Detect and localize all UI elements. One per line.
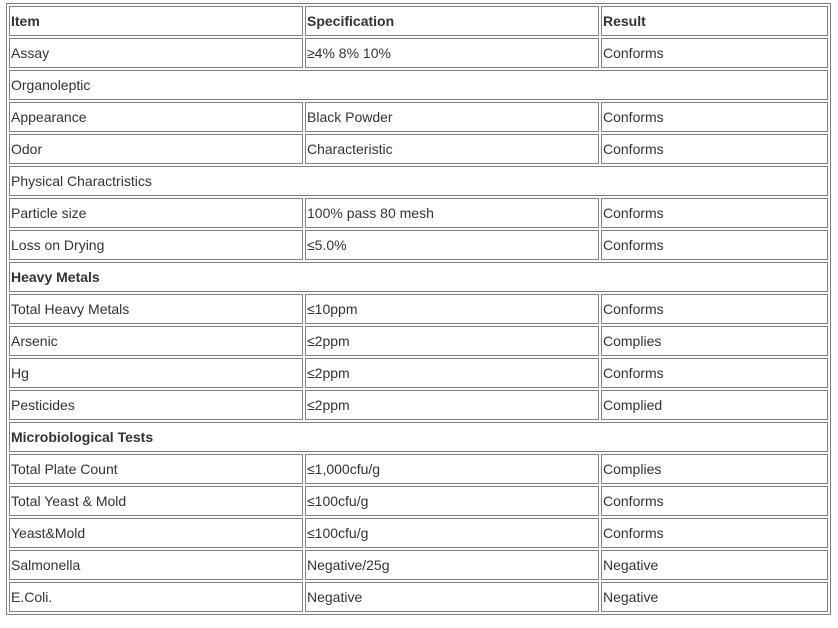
cell-specification: ≤2ppm (305, 326, 599, 356)
table-row (9, 294, 828, 324)
table-row (9, 358, 828, 388)
header-item: Item (9, 6, 303, 36)
specification-table (6, 3, 831, 615)
header-specification: Specification (305, 6, 599, 36)
cell-specification: 100% pass 80 mesh (305, 198, 599, 228)
section-row (9, 166, 828, 196)
cell-result: Conforms (601, 102, 828, 132)
cell-result: Conforms (601, 486, 828, 516)
cell-item: E.Coli. (9, 582, 303, 612)
table-row (9, 134, 828, 164)
cell-item: Yeast&Mold (9, 518, 303, 548)
cell-specification: ≤10ppm (305, 294, 599, 324)
cell-specification: ≤100cfu/g (305, 486, 599, 516)
cell-specification: Black Powder (305, 102, 599, 132)
cell-item: Assay (9, 38, 303, 68)
cell-item: Total Yeast & Mold (9, 486, 303, 516)
cell-specification: Negative (305, 582, 599, 612)
cell-specification: ≥4% 8% 10% (305, 38, 599, 68)
cell-result: Conforms (601, 134, 828, 164)
table-row (9, 518, 828, 548)
cell-item: Total Heavy Metals (9, 294, 303, 324)
table-row (9, 102, 828, 132)
cell-result: Conforms (601, 518, 828, 548)
table-row (9, 454, 828, 484)
header-row (9, 6, 828, 36)
cell-item: Pesticides (9, 390, 303, 420)
section-label: Physical Charactristics (9, 166, 828, 196)
cell-specification: Negative/25g (305, 550, 599, 580)
section-label: Heavy Metals (9, 262, 828, 292)
section-row (9, 422, 828, 452)
cell-result: Conforms (601, 294, 828, 324)
cell-specification: ≤2ppm (305, 358, 599, 388)
cell-result: Negative (601, 550, 828, 580)
cell-result: Complies (601, 454, 828, 484)
cell-item: Particle size (9, 198, 303, 228)
cell-item: Appearance (9, 102, 303, 132)
cell-result: Complies (601, 326, 828, 356)
table-row (9, 38, 828, 68)
specification-table-body (9, 6, 828, 612)
section-row (9, 262, 828, 292)
cell-item: Salmonella (9, 550, 303, 580)
cell-result: Complied (601, 390, 828, 420)
table-row (9, 486, 828, 516)
table-row (9, 582, 828, 612)
cell-item: Arsenic (9, 326, 303, 356)
table-row (9, 230, 828, 260)
table-row (9, 390, 828, 420)
cell-item: Total Plate Count (9, 454, 303, 484)
cell-specification: ≤5.0% (305, 230, 599, 260)
cell-result: Negative (601, 582, 828, 612)
table-row (9, 550, 828, 580)
cell-specification: ≤100cfu/g (305, 518, 599, 548)
cell-item: Hg (9, 358, 303, 388)
cell-result: Conforms (601, 198, 828, 228)
table-row (9, 326, 828, 356)
cell-specification: ≤2ppm (305, 390, 599, 420)
cell-item: Loss on Drying (9, 230, 303, 260)
cell-specification: ≤1,000cfu/g (305, 454, 599, 484)
cell-item: Odor (9, 134, 303, 164)
table-row (9, 198, 828, 228)
header-result: Result (601, 6, 828, 36)
cell-result: Conforms (601, 230, 828, 260)
section-label: Microbiological Tests (9, 422, 828, 452)
cell-specification: Characteristic (305, 134, 599, 164)
cell-result: Conforms (601, 38, 828, 68)
section-label: Organoleptic (9, 70, 828, 100)
section-row (9, 70, 828, 100)
cell-result: Conforms (601, 358, 828, 388)
